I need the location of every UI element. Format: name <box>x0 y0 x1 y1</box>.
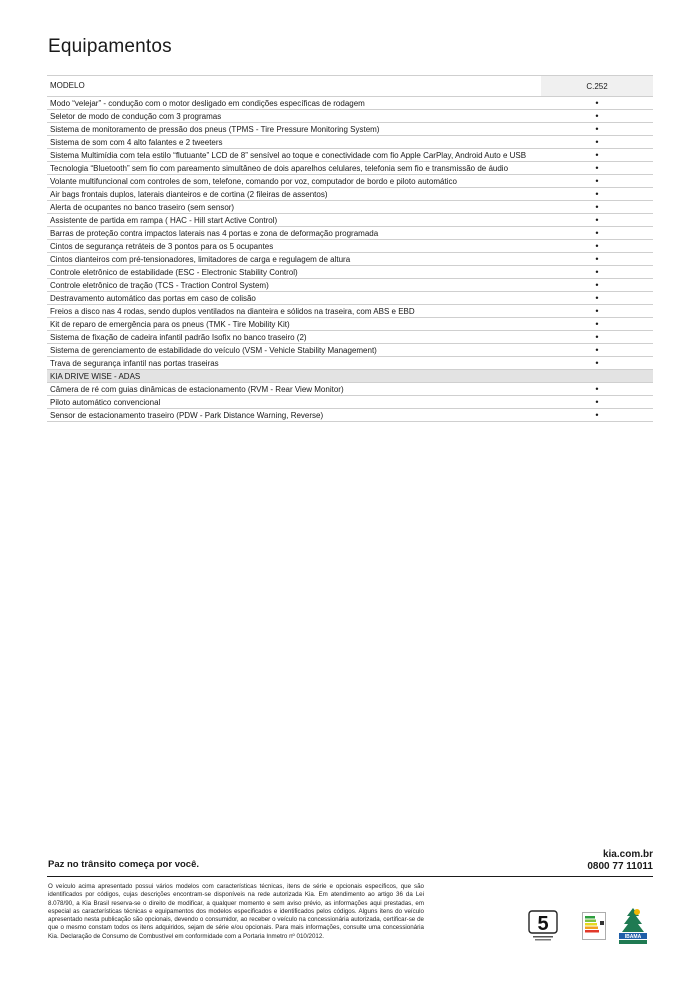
ibama-label: IBAMA <box>624 934 642 940</box>
equipment-availability <box>541 409 653 421</box>
equipment-availability <box>541 162 653 174</box>
equipment-availability <box>541 110 653 122</box>
adas-rows <box>47 383 653 422</box>
table-row <box>47 292 653 305</box>
table-row <box>47 357 653 370</box>
section-title: KIA DRIVE WISE - ADAS <box>50 372 141 381</box>
equipment-availability <box>541 253 653 265</box>
energy-label-icon <box>582 912 606 940</box>
equipment-label: Sensor de estacionamento traseiro (PDW - Park Distance Warning, Reverse) <box>50 411 324 420</box>
standard-bullet-icon: • <box>595 306 599 316</box>
standard-bullet-icon: • <box>595 267 599 277</box>
equipment-label: Sistema de monitoramento de pressão dos pneus (TPMS - Tire Pressure Monitoring System) <box>50 125 380 134</box>
equipment-label: Destravamento automático das portas em caso de colisão <box>50 294 256 303</box>
footer-divider <box>47 876 653 877</box>
equipment-availability <box>541 292 653 304</box>
standard-bullet-icon: • <box>595 358 599 368</box>
equipment-label: Controle eletrônico de tração (TCS - Traction Control System) <box>50 281 269 290</box>
table-row <box>47 97 653 110</box>
equipment-label: Câmera de ré com guias dinâmicas de estacionamento (RVM - Rear View Monitor) <box>50 385 344 394</box>
equipment-availability <box>541 136 653 148</box>
standard-bullet-icon: • <box>595 176 599 186</box>
equipment-label: Alerta de ocupantes no banco traseiro (sem sensor) <box>50 203 235 212</box>
equipment-label: Barras de proteção contra impactos laterais nas 4 portas e zona de deformação programada <box>50 229 379 238</box>
table-row <box>47 279 653 292</box>
standard-bullet-icon: • <box>595 254 599 264</box>
tagline: Paz no trânsito começa por você. <box>48 859 199 870</box>
standard-bullet-icon: • <box>595 280 599 290</box>
ibama-logo-icon <box>617 906 649 946</box>
equipment-availability <box>541 305 653 317</box>
table-row <box>47 344 653 357</box>
equipment-availability <box>541 318 653 330</box>
equipment-availability <box>541 396 653 408</box>
table-row <box>47 318 653 331</box>
equipment-label: Assistente de partida em rampa ( HAC - Hill start Active Control) <box>50 216 278 225</box>
table-row <box>47 110 653 123</box>
table-row <box>47 123 653 136</box>
standard-bullet-icon: • <box>595 215 599 225</box>
equipment-label: Cintos dianteiros com pré-tensionadores, limitadores de carga e regulagem de altura <box>50 255 351 264</box>
equipment-availability <box>541 357 653 369</box>
legal-disclaimer: O veículo acima apresentado possui vários modelos com características técnicas, itens de série e opcionais específicos, que são identificados por códigos, cujas descrições encontram-se disponíveis na rede autorizada Kia. Em atendimento ao artigo 36 da Lei 8.078/90, a Kia Brasil reserva-se o direito de modificar, a qualquer momento e sem aviso prévio, as informações aqui prestadas, em especial as características técnicas e equipamentos dos modelos especificados e identificados pelos códigos. Alguns itens do veículo apresentado nesta publicação são opcionais, devendo o consumidor, ao receber o veículo na concessionária autorizada, certificar-se de que o mesmo constam todos os itens adquiridos, sejam de série e/ou opcionais. Para mais informações, consulte uma concessionária Kia. Declaração de Consumo de Combustível em conformidade com a Portaria Inmetro nº 010/2012. <box>48 883 424 940</box>
version-header: C.252 <box>541 76 653 96</box>
standard-bullet-icon: • <box>595 111 599 121</box>
table-row <box>47 383 653 396</box>
equipment-availability <box>541 383 653 395</box>
standard-bullet-icon: • <box>595 410 599 420</box>
equipment-label: Controle eletrônico de estabilidade (ESC - Electronic Stability Control) <box>50 268 298 277</box>
equipment-availability <box>541 149 653 161</box>
equipment-label: Trava de segurança infantil nas portas traseiras <box>50 359 219 368</box>
table-row <box>47 253 653 266</box>
standard-bullet-icon: • <box>595 345 599 355</box>
table-row <box>47 266 653 279</box>
standard-bullet-icon: • <box>595 124 599 134</box>
equipment-label: Sistema de gerenciamento de estabilidade do veículo (VSM - Vehicle Stability Management) <box>50 346 377 355</box>
table-row <box>47 188 653 201</box>
standard-bullet-icon: • <box>595 98 599 108</box>
table-row <box>47 331 653 344</box>
equipment-availability <box>541 188 653 200</box>
standard-bullet-icon: • <box>595 137 599 147</box>
page-title: Equipamentos <box>48 36 172 57</box>
standard-bullet-icon: • <box>595 332 599 342</box>
standard-bullet-icon: • <box>595 189 599 199</box>
equipment-label: Tecnologia “Bluetooth” sem fio com pareamento simultâneo de dois aparelhos celulares, telefonia sem fio e transmissão de áudio <box>50 164 509 173</box>
table-row <box>47 396 653 409</box>
equipment-availability <box>541 344 653 356</box>
equipment-label: Kit de reparo de emergência para os pneus (TMK - Tire Mobility Kit) <box>50 320 290 329</box>
equipment-rows <box>47 97 653 370</box>
table-row <box>47 149 653 162</box>
standard-bullet-icon: • <box>595 319 599 329</box>
table-row <box>47 240 653 253</box>
standard-bullet-icon: • <box>595 163 599 173</box>
equipment-availability <box>541 227 653 239</box>
standard-bullet-icon: • <box>595 241 599 251</box>
equipment-label: Sistema de som com 4 alto falantes e 2 tweeters <box>50 138 223 147</box>
equipment-label: Seletor de modo de condução com 3 programas <box>50 112 222 121</box>
equipment-label: Sistema Multimídia com tela estilo “flutuante” LCD de 8” sensível ao toque e conectividade com fio Apple CarPlay, Android Auto e USB <box>50 151 527 160</box>
table-row <box>47 227 653 240</box>
model-header: MODELO <box>50 81 85 90</box>
equipment-label: Piloto automático convencional <box>50 398 161 407</box>
equipment-label: Cintos de segurança retráteis de 3 pontos para os 5 ocupantes <box>50 242 274 251</box>
table-row <box>47 136 653 149</box>
equipment-availability <box>541 201 653 213</box>
equipment-table <box>47 75 653 422</box>
equipment-label: Sistema de fixação de cadeira infantil padrão Isofix no banco traseiro (2) <box>50 333 307 342</box>
equipment-availability <box>541 175 653 187</box>
equipment-availability <box>541 97 653 109</box>
table-row <box>47 201 653 214</box>
standard-bullet-icon: • <box>595 397 599 407</box>
standard-bullet-icon: • <box>595 228 599 238</box>
standard-bullet-icon: • <box>595 293 599 303</box>
equipment-availability <box>541 214 653 226</box>
warranty-number: 5 <box>537 913 549 935</box>
contact-block <box>587 849 653 873</box>
equipment-availability <box>541 266 653 278</box>
equipment-label: Volante multifuncional com controles de som, telefone, comando por voz, computador de bordo e piloto automático <box>50 177 457 186</box>
equipment-availability <box>541 331 653 343</box>
standard-bullet-icon: • <box>595 150 599 160</box>
section-header-row <box>47 370 653 383</box>
warranty-5-years-icon <box>528 910 558 942</box>
table-row <box>47 214 653 227</box>
website-link[interactable]: kia.com.br <box>602 849 653 860</box>
table-row <box>47 175 653 188</box>
table-row <box>47 162 653 175</box>
phone-number: 0800 77 11011 <box>587 861 653 872</box>
standard-bullet-icon: • <box>595 384 599 394</box>
table-row <box>47 305 653 318</box>
equipment-label: Freios a disco nas 4 rodas, sendo duplos ventilados na dianteira e sólidos na traseira, com ABS e EBD <box>50 307 415 316</box>
table-header-row <box>47 76 653 97</box>
equipment-label: Modo “velejar” - condução com o motor desligado em condições específicas de rodagem <box>50 99 365 108</box>
equipment-label: Air bags frontais duplos, laterais dianteiros e de cortina (2 fileiras de assentos) <box>50 190 328 199</box>
equipment-availability <box>541 279 653 291</box>
table-row <box>47 409 653 422</box>
equipment-availability <box>541 240 653 252</box>
standard-bullet-icon: • <box>595 202 599 212</box>
equipment-availability <box>541 123 653 135</box>
